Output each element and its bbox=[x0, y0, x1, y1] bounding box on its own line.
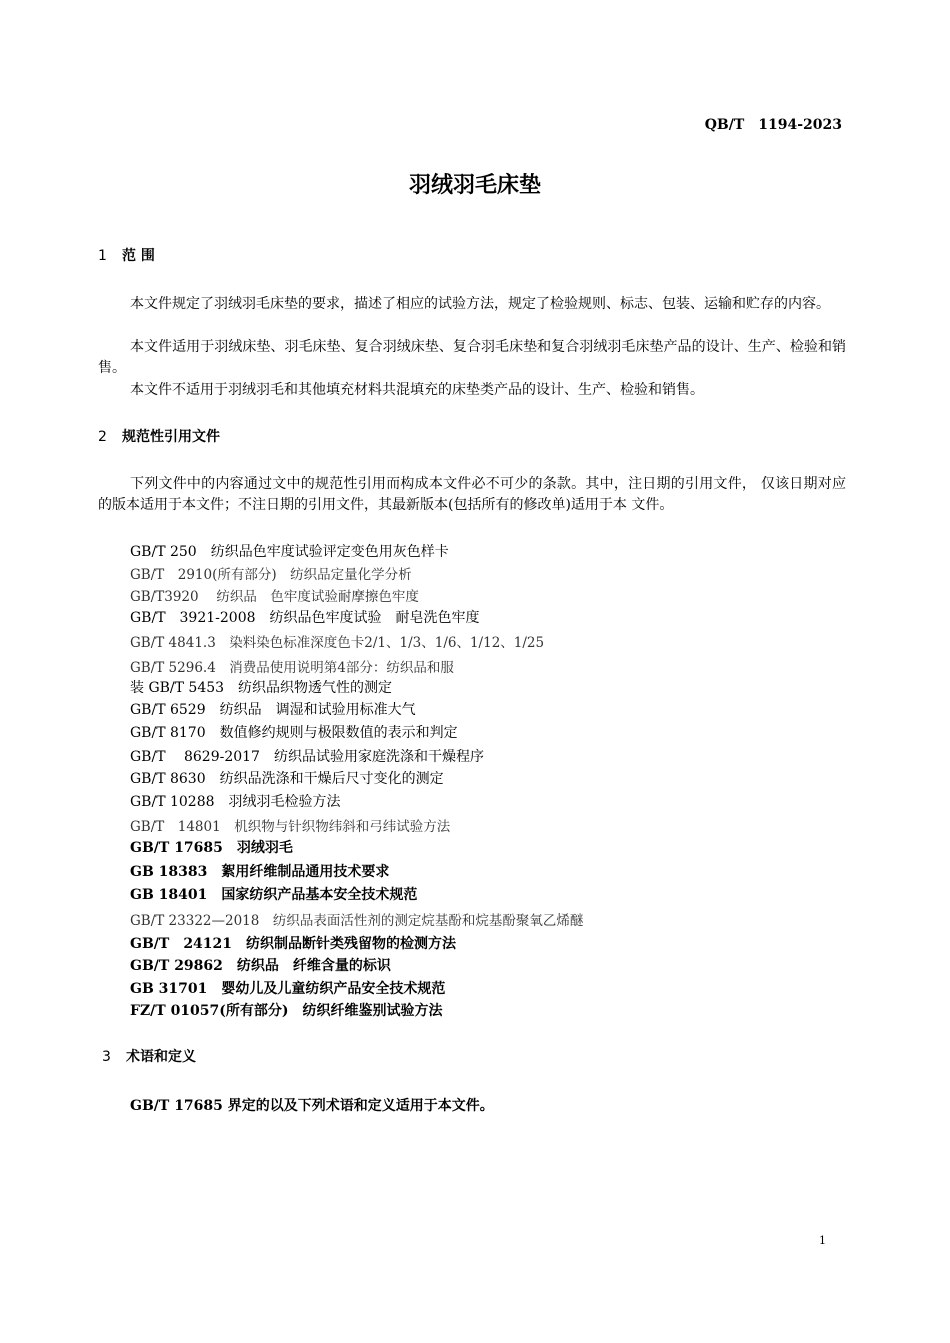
reference-item: GB/T 29862 纺织品 纤维含量的标识 bbox=[130, 958, 391, 974]
reference-item: FZ/T 01057(所有部分) 纺织纤维鉴别试验方法 bbox=[130, 1003, 443, 1019]
reference-item: GB/T 10288 羽绒羽毛检验方法 bbox=[130, 794, 341, 810]
section-number: 3 bbox=[102, 1049, 111, 1065]
reference-item: GB 18383 絮用纤维制品通用技术要求 bbox=[130, 864, 390, 880]
section-title: 范 围 bbox=[122, 248, 155, 264]
scope-paragraph-3: 本文件不适用于羽绒羽毛和其他填充材料共混填充的床垫类产品的设计、生产、检验和销售。 bbox=[130, 382, 704, 398]
reference-item: GB/T 24121 纺织制品断针类残留物的检测方法 bbox=[130, 936, 457, 952]
reference-item: GB/T 23322—2018 纺织品表面活性剂的测定烷基酚和烷基酚聚氧乙烯醚 bbox=[130, 913, 584, 929]
reference-item: GB/T 3921-2008 纺织品色牢度试验 耐皂洗色牢度 bbox=[130, 610, 480, 626]
reference-item: GB/T 8170 数值修约规则与极限数值的表示和判定 bbox=[130, 725, 458, 741]
section-2-heading bbox=[98, 426, 220, 446]
standard-code: QB/T 1194-2023 bbox=[704, 117, 842, 133]
reference-item: GB/T 14801 机织物与针织物纬斜和弓纬试验方法 bbox=[130, 819, 451, 835]
scope-paragraph-1: 本文件规定了羽绒羽毛床垫的要求，描述了相应的试验方法，规定了检验规则、标志、包装、运输和贮存的内容。 bbox=[130, 296, 830, 312]
section-title: 规范性引用文件 bbox=[122, 429, 220, 445]
terms-body: GB/T 17685 界定的以及下列术语和定义适用于本文件。 bbox=[130, 1098, 494, 1114]
section-title: 术语和定义 bbox=[126, 1049, 196, 1065]
reference-item: GB/T3920 纺织品 色牢度试验耐摩擦色牢度 bbox=[130, 589, 419, 605]
reference-item: GB/T 8630 纺织品洗涤和干燥后尺寸变化的测定 bbox=[130, 771, 444, 787]
section-number: 2 bbox=[98, 429, 107, 445]
reference-item: GB/T 8629-2017 纺织品试验用家庭洗涤和干燥程序 bbox=[130, 749, 484, 765]
section-number: 1 bbox=[98, 248, 107, 264]
reference-item: GB/T 5296.4 消费品使用说明第4部分：纺织品和服 bbox=[130, 660, 454, 676]
document-title: 羽绒羽毛床垫 bbox=[408, 173, 541, 198]
reference-item: 装 GB/T 5453 纺织品织物透气性的测定 bbox=[130, 680, 393, 696]
reference-item: GB/T 250 纺织品色牢度试验评定变色用灰色样卡 bbox=[130, 544, 449, 560]
reference-item: GB/T 17685 羽绒羽毛 bbox=[130, 840, 293, 856]
reference-item: GB 31701 婴幼儿及儿童纺织产品安全技术规范 bbox=[130, 981, 446, 997]
page-number: 1 bbox=[819, 1234, 826, 1247]
reference-item: GB/T 6529 纺织品 调湿和试验用标准大气 bbox=[130, 702, 416, 718]
reference-item: GB/T 2910(所有部分) 纺织品定量化学分析 bbox=[130, 567, 412, 583]
section-1-heading bbox=[98, 245, 155, 265]
scope-paragraph-2: 本文件适用于羽绒床垫、羽毛床垫、复合羽绒床垫、复合羽毛床垫和复合羽绒羽毛床垫产品的设计、生产、检验和销售。 bbox=[98, 339, 846, 376]
references-intro: 下列文件中的内容通过文中的规范性引用而构成本文件必不可少的条款。其中，注日期的引用文件， 仅该日期对应的版本适用于本文件；不注日期的引用文件，其最新版本(包括所有的修改单)适用于本 文件。 bbox=[98, 476, 846, 513]
reference-item: GB 18401 国家纺织产品基本安全技术规范 bbox=[130, 887, 418, 903]
section-3-heading bbox=[102, 1046, 196, 1066]
reference-item: GB/T 4841.3 染料染色标准深度色卡2/1、1/3、1/6、1/12、1/25 bbox=[130, 635, 545, 651]
